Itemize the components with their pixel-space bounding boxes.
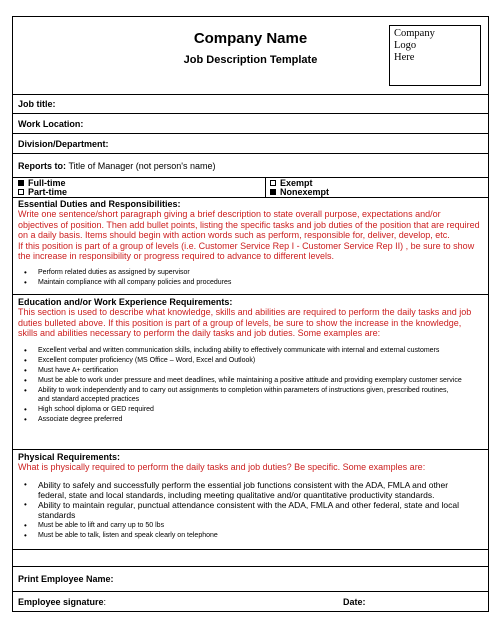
- signature-row: [13, 592, 488, 612]
- date-label[interactable]: Date:: [343, 597, 366, 607]
- list-item: • High school diploma or GED required: [18, 405, 462, 414]
- physical-title: Physical Requirements:: [18, 452, 121, 462]
- employment-type-row: [13, 178, 488, 198]
- exempt-option[interactable]: Exempt: [270, 179, 329, 188]
- list-item: • Perform related duties as assigned by supervisor: [18, 268, 482, 277]
- checkbox-checked-icon: [270, 189, 276, 195]
- spacer-row: [13, 550, 488, 567]
- duties-section: [13, 198, 488, 295]
- education-list: [18, 346, 482, 424]
- reports-to-label: Reports to:: [18, 160, 66, 171]
- job-title-row[interactable]: [13, 95, 488, 114]
- duties-levels-note: If this position is part of a group of levels (i.e. Customer Service Rep I - Customer Service Rep II) , be sure to show the increase in responsibility or progress required to advance to different levels.: [18, 240, 475, 261]
- logo-line: Logo: [394, 40, 417, 51]
- list-item: • Must be able to lift and carry up to 50 lbs: [18, 521, 482, 530]
- list-item: • Ability to safely and successfully perform the essential job functions consistent with the ADA, FMLA and other federal, state and local standards, including meeting qualitative and/or quantitative productivity standards.: [18, 480, 464, 500]
- physical-section: [13, 450, 488, 550]
- reports-to-row[interactable]: [13, 154, 488, 178]
- checkbox-empty-icon: [270, 180, 276, 186]
- education-title: Education and/or Work Experience Requirements:: [18, 297, 233, 307]
- list-item: • Ability to maintain regular, punctual attendance consistent with the ADA, FMLA and other federal, state and local standards: [18, 500, 464, 520]
- list-item: • Associate degree preferred: [18, 415, 462, 424]
- template-title: Job Description Template: [183, 54, 318, 66]
- checkbox-checked-icon: [18, 180, 24, 186]
- list-item: • Ability to work independently and to carry out assignments to completion within parameters of instructions given, prescribed routines, and standard accepted practices: [18, 386, 462, 404]
- company-name: Company Name: [193, 30, 308, 47]
- duties-title: Essential Duties and Responsibilities:: [18, 199, 181, 209]
- column-divider: [265, 178, 266, 197]
- form-header: [13, 17, 488, 95]
- print-name-row[interactable]: [13, 567, 488, 592]
- logo-line: Company: [394, 28, 435, 39]
- physical-list: [18, 480, 482, 520]
- physical-list-small: [18, 521, 482, 540]
- list-item: • Maintain compliance with all company policies and procedures: [18, 278, 482, 287]
- list-item: • Excellent computer proficiency (MS Office – Word, Excel and Outlook): [18, 356, 462, 365]
- work-location-label: Work Location:: [18, 118, 84, 129]
- print-name-label: Print Employee Name:: [18, 574, 114, 584]
- list-item: • Must be able to work under pressure and meet deadlines, while maintaining a positive attitude and providing exemplary customer service: [18, 376, 462, 385]
- checkbox-empty-icon: [18, 189, 24, 195]
- list-item: • Excellent verbal and written communication skills, including ability to effectively communicate with internal and external customers: [18, 346, 462, 355]
- signature-field[interactable]: Employee signature:: [18, 597, 107, 607]
- part-time-option[interactable]: Part-time: [18, 188, 67, 197]
- list-item: • Must have A+ certification: [18, 366, 462, 375]
- education-section: [13, 295, 488, 450]
- company-logo-placeholder: [389, 25, 481, 86]
- duties-instruction: Write one sentence/short paragraph giving a brief description to state overall purpose, expectations and/or objectives of position. Then add bullet points, listing the specific tasks and job duties of the position that are required on a daily basis. Items should begin with action words such as perform, responsible for, deliver, develop, etc.: [18, 209, 480, 240]
- signature-label: Employee signature: [18, 597, 104, 607]
- job-description-form: [12, 16, 489, 612]
- nonexempt-option[interactable]: Nonexempt: [270, 188, 329, 197]
- education-instruction: This section is used to describe what knowledge, skills and abilities are required to perform the daily tasks and job duties bulleted above. If this position is part of a group of levels, be sure to show the increase in the knowledge, skills and abilities necessary to perform the daily tasks and job duties. Some examples are:: [18, 307, 472, 338]
- logo-line: Here: [394, 52, 415, 63]
- work-location-row[interactable]: [13, 114, 488, 134]
- duties-list: [18, 268, 482, 287]
- reports-to-value: Title of Manager (not person's name): [68, 160, 216, 171]
- division-row[interactable]: [13, 134, 488, 154]
- physical-instruction: What is physically required to perform the daily tasks and job duties? Be specific. Some examples are:: [18, 462, 426, 472]
- list-item: • Must be able to talk, listen and speak clearly on telephone: [18, 531, 482, 540]
- full-time-option[interactable]: Full-time: [18, 179, 67, 188]
- job-title-label: Job title:: [18, 99, 56, 109]
- division-label: Division/Department:: [18, 138, 109, 149]
